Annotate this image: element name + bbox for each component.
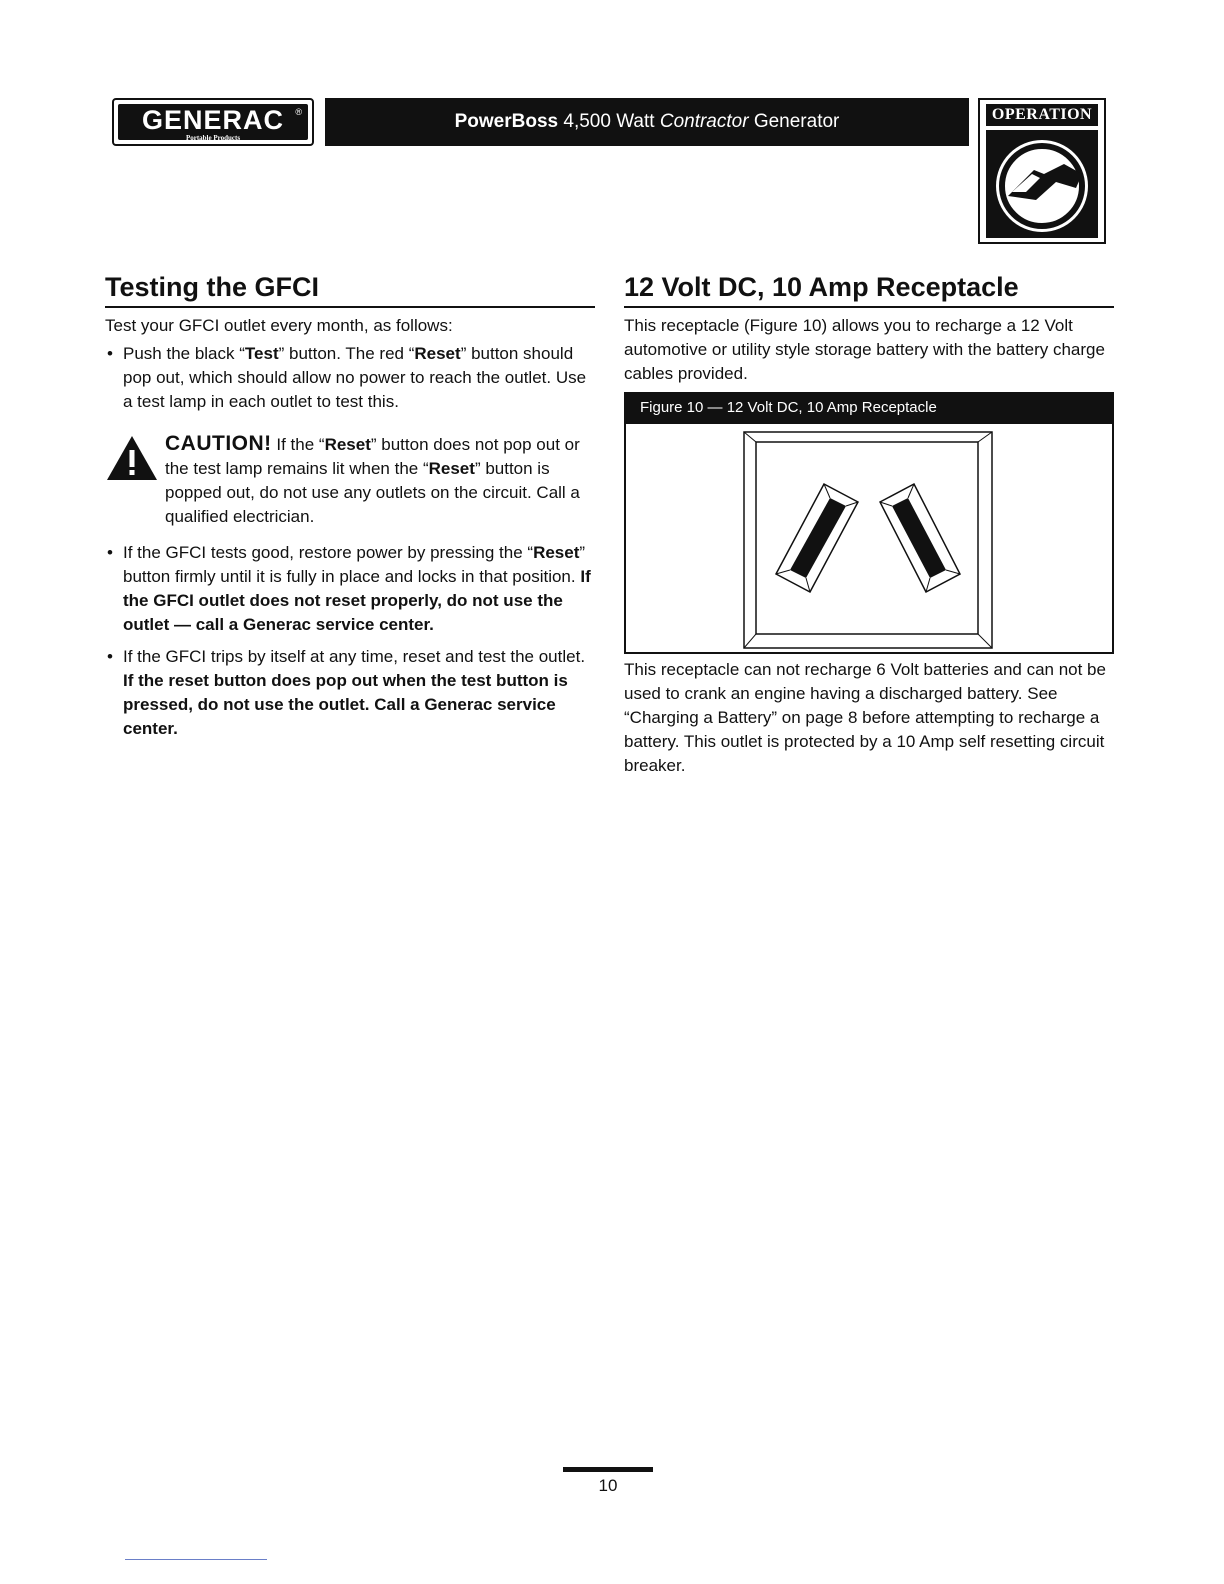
footer-rule: [125, 1559, 267, 1560]
reset-button-ref: Reset: [414, 344, 461, 363]
receptacle-illustration: [626, 424, 1116, 652]
caution-word: CAUTION!: [165, 432, 272, 455]
document-title-bar: [325, 98, 969, 146]
figure-caption: Figure 10 — 12 Volt DC, 10 Amp Receptacle: [624, 392, 1114, 424]
list-item: [105, 342, 595, 414]
list-item: [105, 541, 595, 637]
figure-10: [624, 424, 1114, 654]
operation-section-badge: [978, 98, 1106, 244]
text-run: ” button should pop out, which should allow no power to reach the outlet. Use a test lamp in each outlet to test this.: [123, 344, 587, 411]
logo-plate: [118, 104, 308, 140]
title-italic: Contractor: [659, 111, 749, 132]
page-number: 10: [598, 1476, 618, 1495]
text-run: If the “: [271, 435, 325, 454]
registered-mark: ®: [295, 107, 302, 117]
reset-button-ref: Reset: [324, 435, 371, 454]
gfci-testing-section: [105, 270, 595, 749]
reset-button-ref: Reset: [428, 459, 475, 478]
test-button-ref: Test: [244, 344, 279, 363]
receptacle-heading: 12 Volt DC, 10 Amp Receptacle: [624, 270, 1114, 308]
logo-text: GENERAC: [141, 105, 284, 135]
bullet: •: [107, 543, 113, 562]
warning-text: If the GFCI outlet does not reset properly, do not use the outlet — call a Generac service center.: [123, 567, 591, 634]
left-slot: [776, 484, 858, 592]
gfci-steps-list: [105, 342, 595, 414]
gfci-heading: Testing the GFCI: [105, 270, 595, 308]
title-rating: 4,500 Watt: [558, 111, 660, 132]
receptacle-section: [624, 270, 1114, 778]
list-item: [105, 645, 595, 741]
page-number-bar: [563, 1467, 653, 1472]
receptacle-intro: This receptacle (Figure 10) allows you to recharge a 12 Volt automotive or utility style storage battery with the battery charge cables provided.: [624, 316, 1105, 383]
text-run: ” button does not pop out or the test lamp remains lit when the “: [165, 435, 580, 478]
text-run: Push the black “: [123, 344, 245, 363]
bullet: •: [107, 344, 113, 363]
generac-logo: [112, 98, 314, 146]
gfci-steps-list-continued: [105, 541, 595, 741]
receptacle-notes: This receptacle can not recharge 6 Volt batteries and can not be used to crank an engine having a discharged battery. See “Charging a Battery” on page 8 before attempting to recharge a battery. This outlet is protected by a 10 Amp self resetting circuit breaker.: [624, 660, 1106, 775]
text-run: If the GFCI trips by itself at any time, reset and test the outlet.: [123, 647, 586, 666]
caution-notice: [105, 432, 595, 529]
text-run: ” button. The red “: [278, 344, 415, 363]
warning-triangle-icon: [105, 434, 159, 482]
reset-button-ref: Reset: [533, 543, 580, 562]
warning-text: If the reset button does pop out when the test button is pressed, do not use the outlet. Call a Generac service center.: [123, 671, 568, 738]
text-run: If the GFCI tests good, restore power by pressing the “: [123, 543, 534, 562]
title-brand: PowerBoss: [454, 111, 559, 132]
text-run: ” button firmly until it is fully in place and locks in that position.: [123, 543, 586, 586]
bullet: •: [107, 647, 113, 666]
operation-label: OPERATION: [986, 104, 1098, 126]
logo-subtitle: Portable Products: [185, 134, 241, 142]
wrench-hand-icon: [986, 130, 1098, 238]
right-slot: [880, 484, 960, 592]
title-end: Generator: [748, 111, 840, 132]
text-run: ” button is popped out, do not use any outlets on the circuit. Call a qualified electrician.: [165, 459, 580, 526]
gfci-intro: Test your GFCI outlet every month, as follows:: [105, 316, 453, 335]
